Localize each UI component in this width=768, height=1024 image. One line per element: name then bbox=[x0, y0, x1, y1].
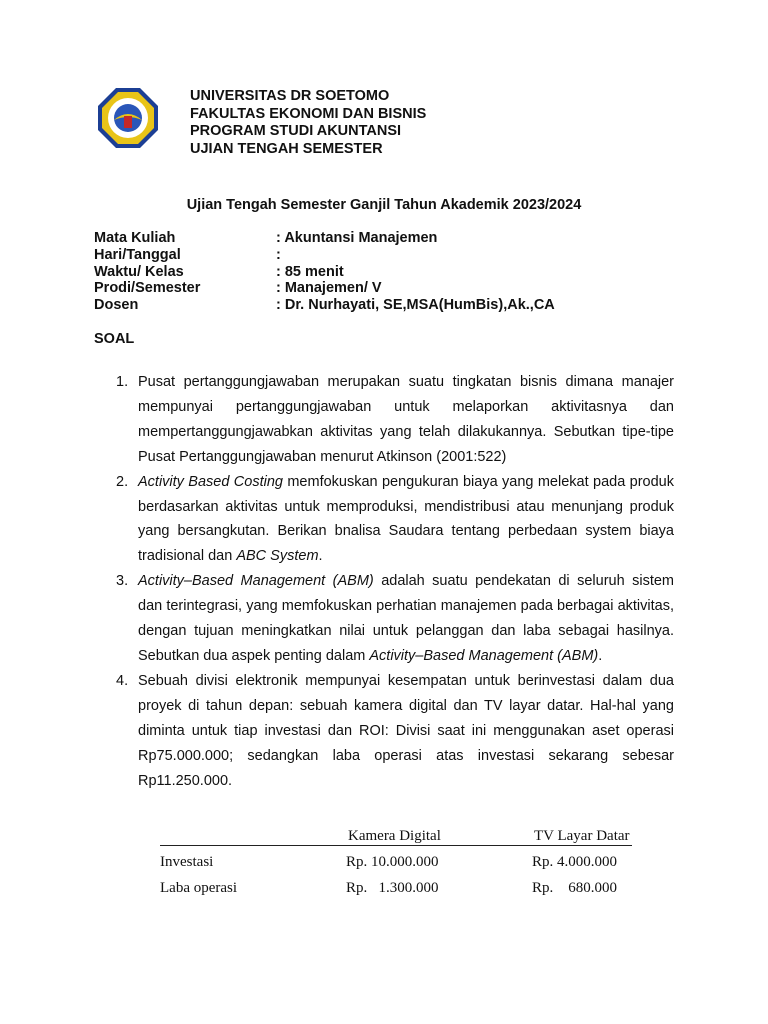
soal-heading: SOAL bbox=[94, 331, 135, 347]
question-number: 4. bbox=[116, 672, 129, 689]
question-text: Sebuah divisi elektronik mempunyai kesempatan untuk berinvestasi dalam dua proyek di tahun depan: sebuah kamera digital dan TV layar datar. Hal-hal yang diminta untuk tiap investasi dan ROI: Divisi saat ini menggunakan aset operasi Rp75.000.000; sedangkan laba operasi atas investasi sekarang sebesar Rp11.250.000. bbox=[138, 672, 674, 789]
question-text-part: memfokuskan pengukuran biaya yang melekat pada produk berdasarkan aktivitas untuk memproduksi, mendistribusi atau menunjang produk yang bersangkutan. Berikan bnalisa Saudara tentang perbedaan system biaya tradisional dan bbox=[138, 473, 674, 565]
question-text-part: . bbox=[318, 548, 323, 565]
table-divider bbox=[160, 845, 632, 846]
question-list bbox=[110, 370, 674, 793]
info-value: : 85 menit bbox=[276, 263, 344, 280]
table-cell: Rp. 4.000.000 bbox=[532, 854, 618, 870]
question-term: Activity–Based Management (ABM) bbox=[369, 647, 599, 664]
question-text bbox=[138, 569, 674, 669]
header-exam: UJIAN TENGAH SEMESTER bbox=[190, 140, 383, 157]
exam-title: Ujian Tengah Semester Ganjil Tahun Akademik 2023/2024 bbox=[186, 197, 582, 213]
table-cell: Laba operasi bbox=[160, 880, 238, 896]
exam-info bbox=[94, 230, 555, 314]
info-label: Prodi/Semester bbox=[94, 280, 201, 297]
question-number: 3. bbox=[116, 573, 129, 590]
table-cell: Investasi bbox=[160, 854, 214, 870]
question-text: Pusat pertanggungjawaban merupakan suatu tingkatan bisnis dimana manajer mempunyai pertanggungjawaban untuk melaporkan aktivitasnya dan mempertanggungjawabkan aktivitas yang telah dilakukannya. Sebutkan tipe-tipe Pusat Pertanggungjawaban menurut Atkinson (2001:522) bbox=[138, 374, 674, 465]
question-item bbox=[110, 370, 674, 470]
info-label: Waktu/ Kelas bbox=[94, 263, 184, 280]
info-value: : Dr. Nurhayati, SE,MSA(HumBis),Ak.,CA bbox=[276, 297, 555, 314]
info-row-lecturer bbox=[94, 297, 555, 314]
question-text bbox=[138, 470, 674, 570]
table-header-cell: TV Layar Datar bbox=[534, 828, 630, 844]
header-faculty: FAKULTAS EKONOMI DAN BISNIS bbox=[190, 105, 427, 122]
logo-shield bbox=[124, 116, 132, 128]
question-term: ABC System bbox=[236, 548, 319, 565]
question-item bbox=[110, 569, 674, 669]
info-row-program bbox=[94, 280, 555, 297]
question-term: Activity Based Costing bbox=[138, 473, 283, 490]
info-value: : bbox=[276, 246, 281, 263]
question-text-part: adalah suatu pendekatan di seluruh sistem dan terintegrasi, yang memfokuskan perhatian manajemen pada berbagai aktivitas, dengan tujuan meningkatkan nilai untuk pelanggan dan laba sebagai hasilnya. Sebutkan dua aspek penting dalam bbox=[138, 573, 675, 664]
question-term: Activity–Based Management (ABM) bbox=[138, 573, 374, 590]
table-cell: Rp. 680.000 bbox=[532, 880, 618, 896]
info-row-date bbox=[94, 247, 555, 264]
info-label: Mata Kuliah bbox=[94, 230, 176, 246]
question-item bbox=[110, 470, 674, 570]
question-number: 1. bbox=[116, 374, 129, 390]
header-university: UNIVERSITAS DR SOETOMO bbox=[190, 88, 390, 104]
info-value: : Manajemen/ V bbox=[276, 280, 382, 297]
info-label: Hari/Tanggal bbox=[94, 246, 181, 263]
university-logo bbox=[96, 86, 160, 150]
header-program: PROGRAM STUDI AKUNTANSI bbox=[190, 123, 402, 139]
info-row-time bbox=[94, 264, 555, 281]
table-cell: Rp. 10.000.000 bbox=[346, 854, 439, 870]
question-number: 2. bbox=[116, 473, 129, 490]
info-value: : Akuntansi Manajemen bbox=[276, 230, 438, 246]
institution-header bbox=[190, 88, 426, 158]
info-row-course bbox=[94, 230, 555, 247]
table-header-cell: Kamera Digital bbox=[348, 828, 441, 844]
question-text-part: . bbox=[598, 647, 603, 664]
info-label: Dosen bbox=[94, 297, 139, 314]
question-item bbox=[110, 669, 674, 794]
table-cell: Rp. 1.300.000 bbox=[346, 880, 439, 896]
